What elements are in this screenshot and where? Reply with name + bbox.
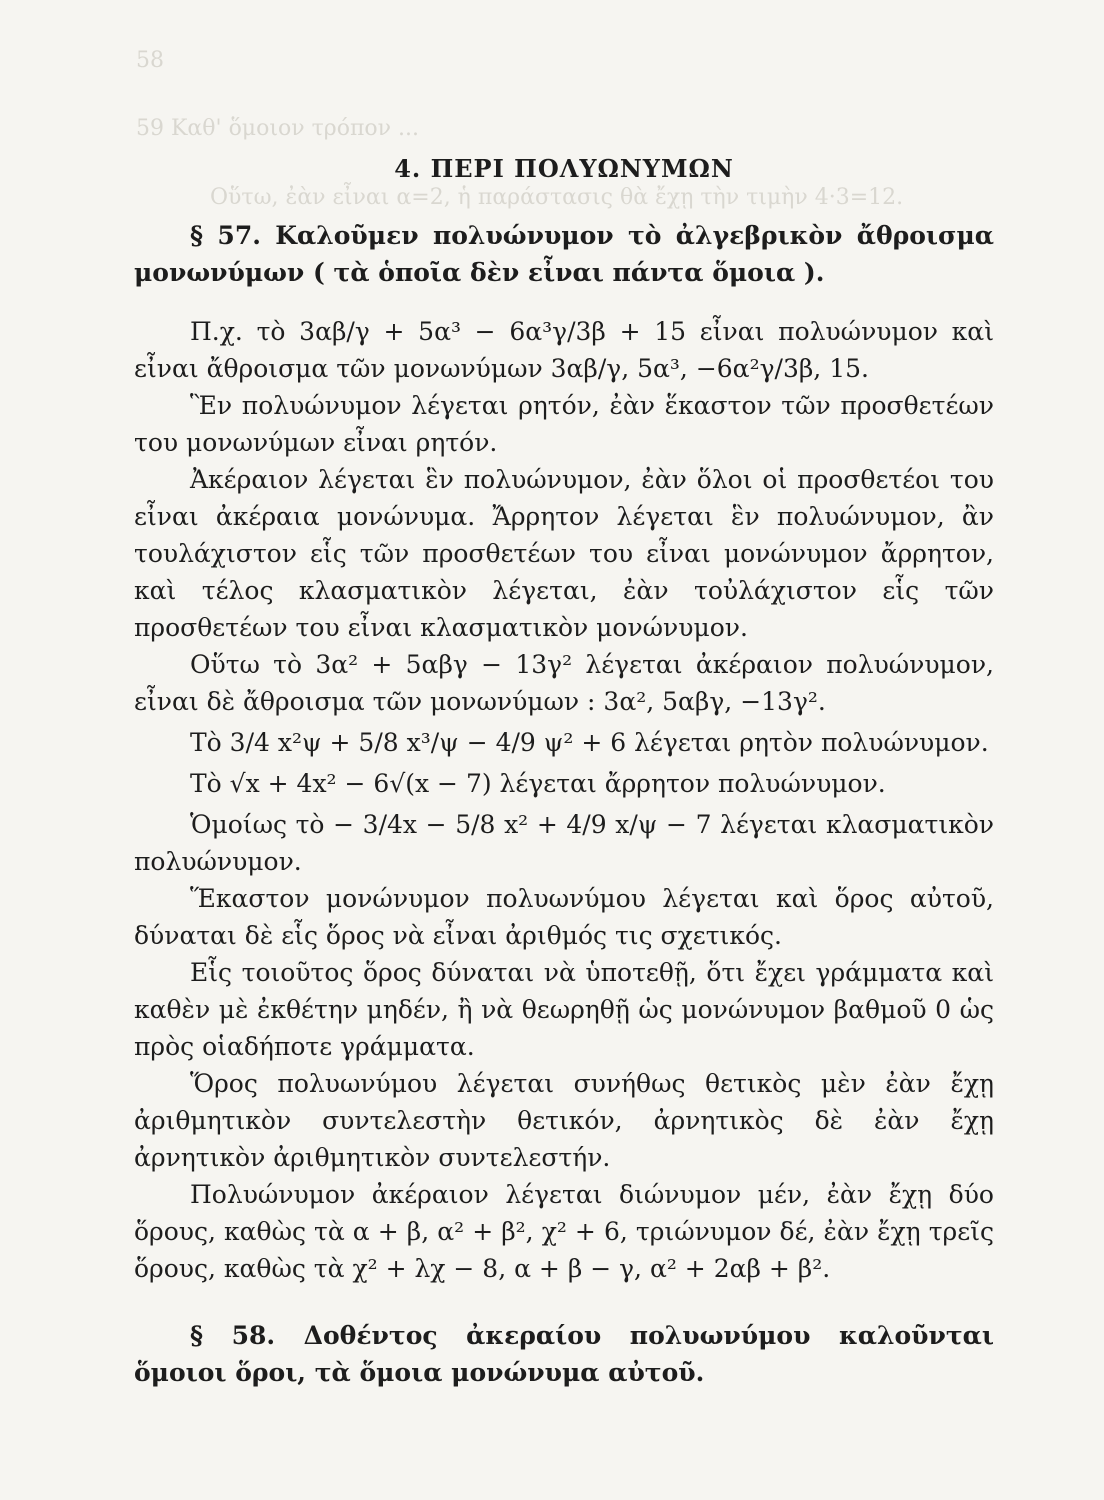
section-58: § 58. Δοθέντος ἀκεραίου πολυωνύμου καλοῦνται ὅμοιοι ὅροι, τὰ ὅμοια μονώνυμα αὐτοῦ. bbox=[134, 1321, 994, 1387]
section-57-heading: § 57. Καλοῦμεν πολυώνυμον τὸ ἀλγεβρικὸν ἄθροισμα μονωνύμων ( τὰ ὁποῖα δὲν εἶναι πάντα ὅμοια ). bbox=[134, 221, 994, 287]
bleed-through-line: 59 Καθ' ὅμοιον τρόπον ... bbox=[136, 116, 419, 141]
page-body bbox=[134, 150, 994, 1391]
bleed-through-line: Οὕτω, ἐὰν εἶναι α=2, ἡ παράστασις θὰ ἔχῃ τὴν τιμὴν 4·3=12. bbox=[210, 185, 904, 210]
definition-term: Ἕκαστον μονώνυμον πολυωνύμου λέγεται καὶ ὅρος αὐτοῦ, δύναται δὲ εἷς ὅρος νὰ εἶναι ἀριθμός τις σχετικός. bbox=[134, 884, 994, 950]
bleed-page-number: 58 bbox=[136, 48, 164, 73]
example-rational-polynomial: Τὸ 3/4 x²ψ + 5/8 x³/ψ − 4/9 ψ² + 6 λέγεται ρητὸν πολυώνυμον. bbox=[190, 728, 989, 757]
sign-of-term: Ὅρος πολυωνύμου λέγεται συνήθως θετικὸς μὲν ἐὰν ἔχῃ ἀριθμητικὸν συντελεστὴν θετικόν, ἀρνητικὸς δὲ ἐὰν ἔχῃ ἀρνητικὸν ἀριθμητικὸν συντελεστήν. bbox=[134, 1069, 994, 1172]
chapter-title: 4. ΠΕΡΙ ΠΟΛΥΩΝΥΜΩΝ bbox=[394, 154, 734, 183]
binomial-trinomial: Πολυώνυμον ἀκέραιον λέγεται διώνυμον μέν, ἐὰν ἔχῃ δύο ὅρους, καθὼς τὰ α + β, α² + β², χ² + 6, τριώνυμον δέ, ἐὰν ἔχῃ τρεῖς ὅρους, καθὼς τὰ χ² + λχ − 8, α + β − γ, α² + 2αβ + β². bbox=[134, 1180, 994, 1283]
example-irrational-polynomial: Τὸ √x + 4x² − 6√(x − 7) λέγεται ἄρρητον πολυώνυμον. bbox=[190, 769, 886, 798]
example-integer-polynomial: Οὕτω τὸ 3α² + 5αβγ − 13γ² λέγεται ἀκέραιον πολυώνυμον, εἶναι δὲ ἄθροισμα τῶν μονωνύμων : 3α², 5αβγ, −13γ². bbox=[134, 650, 994, 716]
definition-integer-irrational-fractional: Ἀκέραιον λέγεται ἓν πολυώνυμον, ἐὰν ὅλοι οἱ προσθετέοι του εἶναι ἀκέραια μονώνυμα. Ἄρρητον λέγεται ἓν πολυώνυμον, ἂν τουλάχιστον εἷς τῶν προσθετέων του εἶναι μονώνυμον ἄρρητον, καὶ τέλος κλασματικὸν λέγεται, ἐὰν τοὐλάχιστον εἷς τῶν προσθετέων του εἶναι κλασματικὸν μονώνυμον. bbox=[134, 465, 994, 642]
definition-rational: Ἓν πολυώνυμον λέγεται ρητόν, ἐὰν ἕκαστον τῶν προσθετέων του μονωνύμων εἶναι ρητόν. bbox=[134, 391, 994, 457]
example-fractional-polynomial: Ὁμοίως τὸ − 3/4x − 5/8 x² + 4/9 x/ψ − 7 λέγεται κλασματικὸν πολυώνυμον. bbox=[134, 810, 994, 876]
constant-term-note: Εἷς τοιοῦτος ὅρος δύναται νὰ ὑποτεθῇ, ὅτι ἔχει γράμματα καὶ καθὲν μὲ ἐκθέτην μηδέν, ἢ νὰ θεωρηθῇ ὡς μονώνυμον βαθμοῦ 0 ὡς πρὸς οἱαδήποτε γράμματα. bbox=[134, 958, 994, 1061]
example-polynomial: Π.χ. τὸ 3αβ/γ + 5α³ − 6α³γ/3β + 15 εἶναι πολυώνυμον καὶ εἶναι ἄθροισμα τῶν μονωνύμων 3αβ/γ, 5α³, −6α²γ/3β, 15. bbox=[134, 317, 994, 383]
